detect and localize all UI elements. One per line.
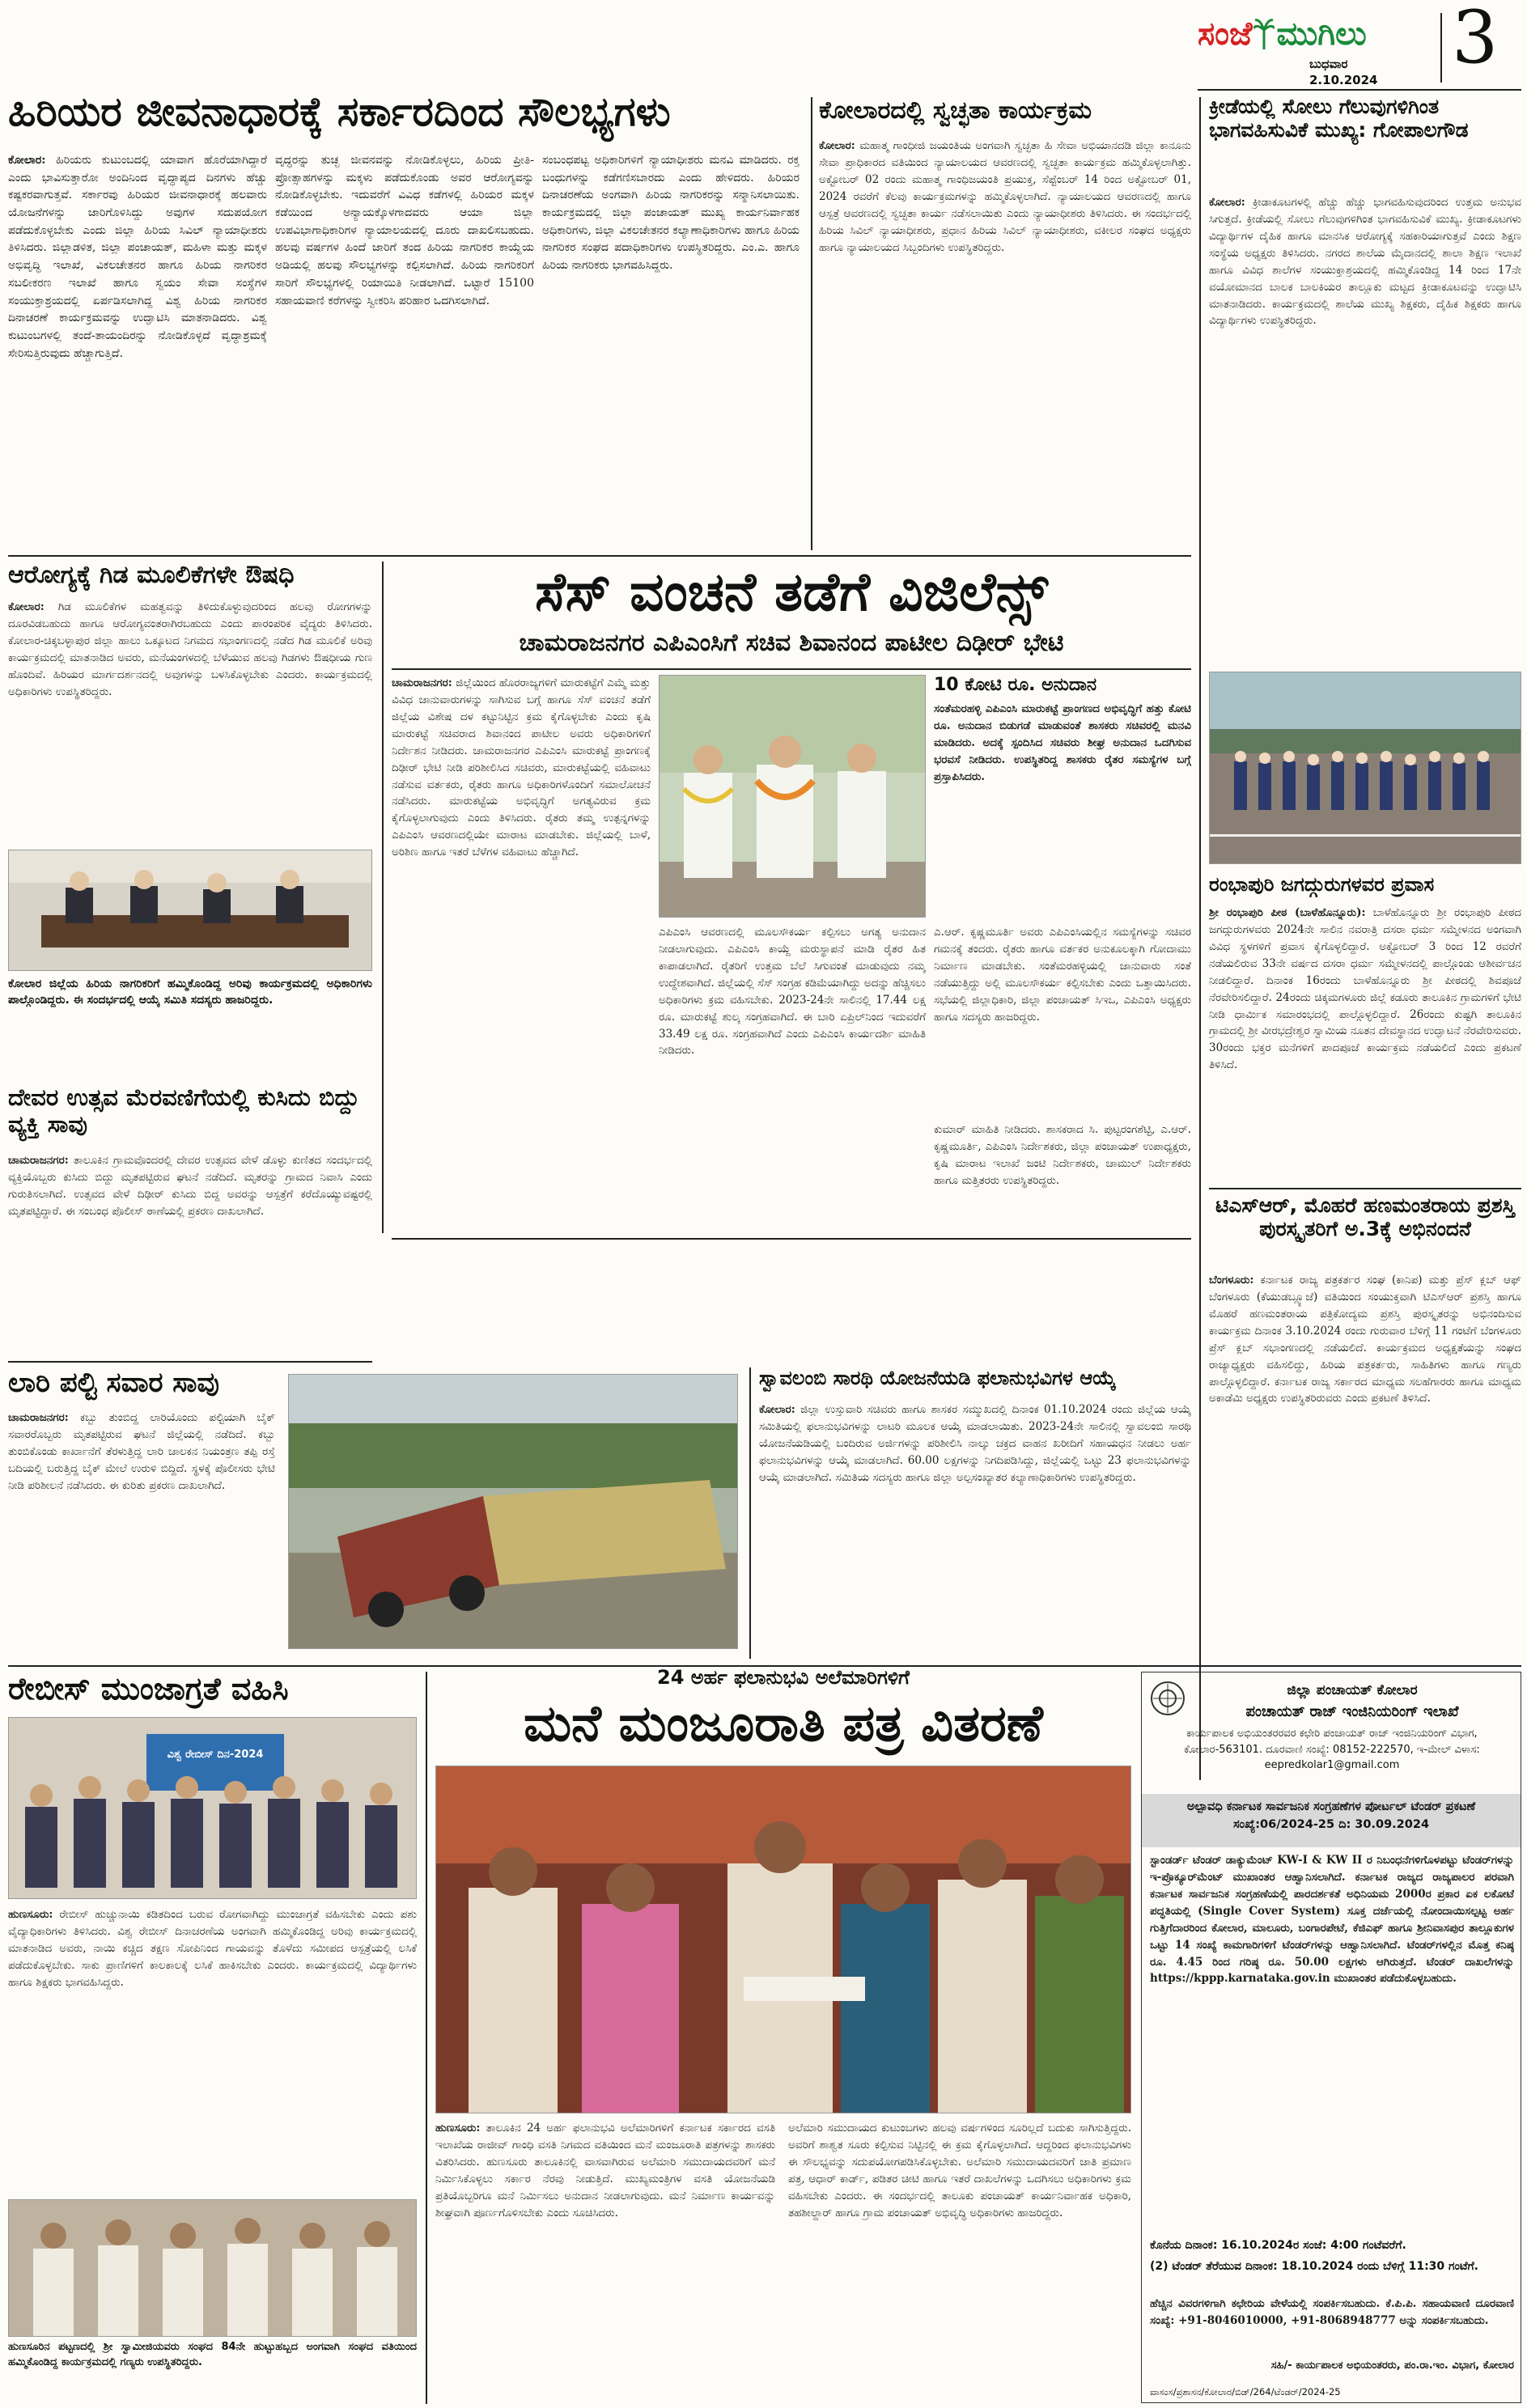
rabies-photo-2 — [8, 2199, 417, 2337]
masthead-logo — [1198, 11, 1440, 57]
article-housing-dateline: ಹುಣಸೂರು: — [435, 2122, 481, 2135]
article-lorry-headline: ಲಾರಿ ಪಲ್ಟಿ ಸವಾರ ಸಾವು — [8, 1367, 220, 1399]
tender-footer-body: ಹೆಚ್ಚಿನ ವಿವರಗಳಿಗಾಗಿ ಕಛೇರಿಯ ವೇಳೆಯಲ್ಲಿ ಸಂಪರ್ಕಿಸಬಹುದು. ಕೆ.ಪಿ.ಪಿ. ಸಹಾಯವಾಣಿ ದೂರವಾಣಿ ಸಂಖ್ಯೆ: +91-8046010000, +91-8068948777 ಅನ್ನು ಸಂಪರ್ಕಿಸಬಹುದು. — [1150, 2297, 1514, 2327]
article-vigilance-col1 — [392, 675, 651, 1230]
sports-photo — [1209, 672, 1521, 864]
palm-icon — [1253, 16, 1275, 49]
article-cleanliness-body — [819, 138, 1191, 549]
article-main-headline: ಹಿರಿಯರ ಜೀವನಾಧಾರಕ್ಕೆ ಸರ್ಕಾರದಿಂದ ಸೌಲಭ್ಯಗಳು — [8, 89, 671, 135]
tender-date-line1: ಕೊನೆಯ ದಿನಾಂಕ: 16.10.2024ರ ಸಂಜೆ: 4:00 ಗಂಟೆವರೆಗೆ. — [1150, 2239, 1406, 2252]
article-cleanliness-text: ಮಹಾತ್ಮ ಗಾಂಧೀಜಿ ಜಯಂತಿಯ ಅಂಗವಾಗಿ ಸ್ವಚ್ಛತಾ ಹಿ ಸೇವಾ ಅಭಿಯಾನದಡಿ ಜಿಲ್ಲಾ ಕಾನೂನು ಸೇವಾ ಪ್ರಾಧಿಕಾರದ ವತಿಯಿಂದ ನ್ಯಾಯಾಲಯದ ಆವರಣದಲ್ಲಿ ಸ್ವಚ್ಛತಾ ಕಾರ್ಯಕ್ರಮ ಹಮ್ಮಿಕೊಳ್ಳಲಾಗಿತ್ತು. ಅಕ್ಟೋಬರ್ 02 ರಂದು ಮಹಾತ್ಮ ಗಾಂಧಿಜಯಂತಿ ಪ್ರಯುಕ್ತ, ಸೆಪ್ಟೆಂಬರ್ 14 ರಿಂದ ಅಕ್ಟೋಬರ್ 01, 2024 ರವರೆಗೆ ಕೆಲವು ಕಾರ್ಯಕ್ರಮಗಳನ್ನು ಹಮ್ಮಿಕೊಳ್ಳಲಾಗಿದೆ. ನ್ಯಾಯಾಲಯದ ಆವರಣದಲ್ಲಿ ಹಾಗೂ ಆಸ್ಪತ್ರೆ ಆವರಣದಲ್ಲಿ ಸ್ವಚ್ಛತಾ ಕಾರ್ಯ ನಡೆಸಲಾಯಿತು ಎಂದು ನ್ಯಾಯಾಧೀಶರು ತಿಳಿಸಿದರು. ಈ ಸಂದರ್ಭದಲ್ಲಿ ಹಿರಿಯ ಸಿವಿಲ್ ನ್ಯಾಯಾಧೀಶರು, ಪ್ರಧಾನ ಹಿರಿಯ ಸಿವಿಲ್ ನ್ಯಾಯಾಧೀಶರು, ವಕೀಲರ ಸಂಘದ ಅಧ್ಯಕ್ಷರು ಹಾಗೂ ನ್ಯಾಯಾಲಯದ ಸಿಬ್ಬಂದಿಗಳು ಉಪಸ್ಥಿತರಿದ್ದರು. — [819, 139, 1191, 254]
lorry-photo — [288, 1374, 738, 1649]
tender-title-bar: ಅಲ್ಪಾವಧಿ ಕರ್ನಾಟಕ ಸಾರ್ವಜನಿಕ ಸಂಗ್ರಹಣೆಗಳ ಪೋರ್ಟಲ್ ಟೆಂಡರ್ ಪ್ರಕಟಣೆ ಸಂಖ್ಯೆ:06/2024-25 ದಿ: 30.09.2024 — [1142, 1794, 1521, 1847]
article-housing-text1: ತಾಲೂಕಿನ 24 ಅರ್ಹ ಫಲಾನುಭವಿ ಅಲೆಮಾರಿಗಳಿಗೆ ಕರ್ನಾಟಕ ಸರ್ಕಾರದ ವಸತಿ ಇಲಾಖೆಯ ರಾಜೀವ್ ಗಾಂಧಿ ವಸತಿ ನಿಗಮದ ವತಿಯಿಂದ ಮನೆ ಮಂಜೂರಾತಿ ಪತ್ರಗಳನ್ನು ಶಾಸಕರು ವಿತರಿಸಿದರು. ಹುಣಸೂರು ತಾಲೂಕಿನಲ್ಲಿ ವಾಸವಾಗಿರುವ ಅಲೆಮಾರಿ ಸಮುದಾಯದವರಿಗೆ ಮನೆ ನಿರ್ಮಿಸಿಕೊಳ್ಳಲು ಸರ್ಕಾರ ನೆರವು ನೀಡುತ್ತಿದೆ. ಮುಖ್ಯಮಂತ್ರಿಗಳ ವಸತಿ ಯೋಜನೆಯಡಿ ಪ್ರತಿಯೊಬ್ಬರಿಗೂ ಮನೆ ನಿರ್ಮಿಸಲು ಅನುದಾನ ನೀಡಲಾಗುವುದು. ಮನೆ ನಿರ್ಮಾಣ ಕಾರ್ಯವನ್ನು ಶೀಘ್ರವಾಗಿ ಪೂರ್ಣಗೊಳಿಸಬೇಕು ಎಂದು ಸೂಚಿಸಿದರು. — [435, 2122, 775, 2219]
article-main — [8, 89, 801, 542]
article-housing-headline: ಮನೆ ಮಂಜೂರಾತಿ ಪತ್ರ ವಿತರಣೆ — [524, 1694, 1043, 1753]
article-housing-kicker: 24 ಅರ್ಹ ಫಲಾನುಭವಿ ಅಲೆಮಾರಿಗಳಿಗೆ — [657, 1667, 910, 1689]
article-main-col3: ಸಂಬಂಧಪಟ್ಟ ಅಧಿಕಾರಿಗಳಿಗೆ ನ್ಯಾಯಾಧೀಶರು ಮನವಿ ಮಾಡಿದರು. ರಕ್ತ ಬಂಧುಗಳನ್ನು ಕಡೆಗಣಿಸಬಾರದು ಎಂದು ಹೇಳಿದರು. ಹಿರಿಯರ ದಿನಾಚರಣೆಯ ಅಂಗವಾಗಿ ಹಿರಿಯ ನಾಗರಿಕರನ್ನು ಸನ್ಮಾನಿಸಲಾಯಿತು. ಕಾರ್ಯಕ್ರಮದಲ್ಲಿ ಜಿಲ್ಲಾ ಪಂಚಾಯತ್ ಮುಖ್ಯ ಕಾರ್ಯನಿರ್ವಾಹಕ ಅಧಿಕಾರಿಗಳು, ಜಿಲ್ಲಾ ವಿಕಲಚೇತನರ ಕಲ್ಯಾಣಾಧಿಕಾರಿಗಳು ಹಾಗೂ ಹಿರಿಯ ನಾಗರಿಕರ ಸಂಘದ ಪದಾಧಿಕಾರಿಗಳು ಉಪಸ್ಥಿತರಿದ್ದರು. ಎಂ.ಎ. ಹಾಗೂ ಹಿರಿಯ ನಾಗರಿಕರು ಭಾಗವಹಿಸಿದ್ದರು. — [542, 154, 800, 273]
logo-part1: ಸಂಜೆ — [1198, 15, 1253, 53]
masthead-date: 2.10.2024 — [1309, 73, 1378, 87]
emblem-icon — [1150, 1681, 1186, 1716]
rabies-banner: ವಿಶ್ವ ರೇಬೀಸ್ ದಿನ-2024 — [167, 1749, 264, 1761]
article-health-text: ಗಿಡ ಮೂಲಿಕೆಗಳ ಮಹತ್ವವನ್ನು ತಿಳಿದುಕೊಳ್ಳುವುದರಿಂದ ಹಲವು ರೋಗಗಳನ್ನು ದೂರವಿಡಬಹುದು ಹಾಗೂ ಆರೋಗ್ಯವಂತರಾಗಿರಬಹುದು ಎಂದು ಪಾರಂಪರಿಕ ವೈದ್ಯರು ತಿಳಿಸಿದರು. ಕೋಲಾರ-ಚಿಕ್ಕಬಳ್ಳಾಪುರ ಜಿಲ್ಲಾ ಹಾಲು ಒಕ್ಕೂಟದ ನಿಗಮದ ಸಭಾಂಗಣದಲ್ಲಿ ನಡೆದ ಗಿಡ ಮೂಲಿಕೆ ಅರಿವು ಕಾರ್ಯಕ್ರಮದಲ್ಲಿ ಮಾತನಾಡಿದ ಅವರು, ಮನೆಯಂಗಳದಲ್ಲಿ ಬೆಳೆಯುವ ಹಲವು ಗಿಡಗಳು ಔಷಧೀಯ ಗುಣ ಹೊಂದಿವೆ. ಹಿರಿಯರ ಮಾರ್ಗದರ್ಶನದಲ್ಲಿ ಅವುಗಳನ್ನು ಬಳಸಿಕೊಳ್ಳಬೇಕು ಎಂದರು. ಕಾರ್ಯಕ್ರಮದಲ್ಲಿ ಅಧಿಕಾರಿಗಳು ಉಪಸ್ಥಿತರಿದ್ದರು. — [8, 600, 372, 698]
article-main-col1 — [8, 152, 267, 541]
article-health-body — [8, 599, 372, 842]
article-procession-text: ತಾಲೂಕಿನ ಗ್ರಾಮವೊಂದರಲ್ಲಿ ದೇವರ ಉತ್ಸವದ ವೇಳೆ ಡೊಳ್ಳು ಕುಣಿತದ ಸಂದರ್ಭದಲ್ಲಿ ವ್ಯಕ್ತಿಯೊಬ್ಬರು ಕುಸಿದು ಬಿದ್ದು ಮೃತಪಟ್ಟಿರುವ ಘಟನೆ ನಡೆದಿದೆ. ಮೃತರನ್ನು ಗ್ರಾಮದ ನಿವಾಸಿ ಎಂದು ಗುರುತಿಸಲಾಗಿದೆ. ಉತ್ಸವದ ವೇಳೆ ದಿಢೀರ್ ಕುಸಿದು ಬಿದ್ದ ಅವರನ್ನು ಆಸ್ಪತ್ರೆಗೆ ಕರೆದೊಯ್ಯುವಷ್ಟರಲ್ಲಿ ಮೃತಪಟ್ಟಿದ್ದಾರೆ. ಈ ಸಂಬಂಧ ಪೊಲೀಸ್ ಠಾಣೆಯಲ್ಲಿ ಪ್ರಕರಣ ದಾಖಲಾಗಿದೆ. — [8, 1154, 372, 1218]
article-swamiji-dateline: ಶ್ರೀ ರಂಭಾಪುರಿ ಪೀಠ (ಬಾಳೆಹೊನ್ನೂರು): — [1209, 906, 1366, 919]
article-lorry — [8, 1367, 741, 1659]
tender-date-line2: (2) ಟೆಂಡರ್ ತೆರೆಯುವ ದಿನಾಂಕ: 18.10.2024 ರಂದು ಬೆಳಿಗ್ಗೆ 11:30 ಗಂಟೆಗೆ. — [1150, 2260, 1479, 2273]
article-award-dateline: ಬೆಂಗಳೂರು: — [1209, 1274, 1254, 1287]
health-photo-caption: ಕೋಲಾರ ಜಿಲ್ಲೆಯ ಹಿರಿಯ ನಾಗರಿಕರಿಗೆ ಹಮ್ಮಿಕೊಂಡಿದ್ದ ಅರಿವು ಕಾರ್ಯಕ್ರಮದಲ್ಲಿ ಅಧಿಕಾರಿಗಳು ಪಾಲ್ಗೊಂಡಿದ್ದರು. ಈ ಸಂದರ್ಭದಲ್ಲಿ ಆಯ್ಕೆ ಸಮಿತಿ ಸದಸ್ಯರು ಹಾಜರಿದ್ದರು. — [8, 977, 372, 1007]
housing-photo — [435, 1766, 1131, 2113]
article-housing — [435, 1667, 1131, 2403]
article-award-text: ಕರ್ನಾಟಕ ರಾಜ್ಯ ಪತ್ರಕರ್ತರ ಸಂಘ (ಕಾನಿಪ) ಮತ್ತು ಪ್ರೆಸ್ ಕ್ಲಬ್ ಆಫ್ ಬೆಂಗಳೂರು (ಕೆಯುಡಬ್ಲ್ಯೂಜೆ) ವತಿಯಿಂದ ಸಂಯುಕ್ತವಾಗಿ ಟಿಎಸ್‌ಆರ್ ಪ್ರಶಸ್ತಿ ಹಾಗೂ ಮೊಹರೆ ಹಣಮಂತರಾಯ ಪತ್ರಿಕೋದ್ಯಮ ಪ್ರಶಸ್ತಿ ಪುರಸ್ಕೃತರನ್ನು ಅಭಿನಂದಿಸುವ ಕಾರ್ಯಕ್ರಮ ದಿನಾಂಕ 3.10.2024 ರಂದು ಗುರುವಾರ ಬೆಳಿಗ್ಗೆ 11 ಗಂಟೆಗೆ ಬೆಂಗಳೂರು ಪ್ರೆಸ್ ಕ್ಲಬ್ ಸಭಾಂಗಣದಲ್ಲಿ ನಡೆಯಲಿದೆ. ಕಾರ್ಯಕ್ರಮದ ಅಧ್ಯಕ್ಷತೆಯನ್ನು ಸಂಘದ ರಾಜ್ಯಾಧ್ಯಕ್ಷರು ವಹಿಸಲಿದ್ದು, ಹಿರಿಯ ಪತ್ರಕರ್ತರು, ಸಾಹಿತಿಗಳು ಹಾಗೂ ಗಣ್ಯರು ಪಾಲ್ಗೊಳ್ಳಲಿದ್ದಾರೆ. ಕರ್ನಾಟಕ ರಾಜ್ಯ ಸರ್ಕಾರದ ಮಾಧ್ಯಮ ಸಲಹೆಗಾರರು ಹಾಗೂ ಮಾಧ್ಯಮ ಅಕಾಡೆಮಿ ಅಧ್ಯಕ್ಷರು ಉಪಸ್ಥಿತರಿರುವರು ಎಂದು ಪ್ರಕಟಣೆ ತಿಳಿಸಿದೆ. — [1209, 1274, 1521, 1405]
article-cleanliness-dateline: ಕೋಲಾರ: — [819, 139, 855, 152]
article-swavalambi-body — [759, 1401, 1191, 1657]
tender-dept2: ಪಂಚಾಯತ್ ರಾಜ್ ಇಂಜಿನಿಯರಿಂಗ್ ಇಲಾಖೆ — [1245, 1703, 1459, 1720]
article-swavalambi — [759, 1367, 1191, 1659]
vigilance-photo — [659, 675, 926, 918]
article-cleanliness-headline: ಕೋಲಾರದಲ್ಲಿ ಸ್ವಚ್ಛತಾ ಕಾರ್ಯಕ್ರಮ — [819, 97, 1092, 125]
article-lorry-dateline: ಚಾಮರಾಜನಗರ: — [8, 1411, 69, 1424]
article-vigilance-col4: ಕುಮಾರ್ ಮಾಹಿತಿ ನೀಡಿದರು. ಶಾಸಕರಾದ ಸಿ. ಪುಟ್ಟರಂಗಶೆಟ್ಟಿ, ಎ.ಆರ್. ಕೃಷ್ಣಮೂರ್ತಿ, ಎಪಿಎಂಸಿ ನಿರ್ದೇಶಕರು, ಜಿಲ್ಲಾ ಪಂಚಾಯತ್ ಉಪಾಧ್ಯಕ್ಷರು, ಕೃಷಿ ಮಾರಾಟ ಇಲಾಖೆ ಜಂಟಿ ನಿರ್ದೇಶಕರು, ಚಾಮುಲ್ ನಿರ್ದೇಶಕರು ಹಾಗೂ ಮತ್ತಿತರರು ಉಪಸ್ಥಿತರಿದ್ದರು. — [934, 1123, 1191, 1187]
article-rabies — [8, 1672, 417, 2404]
article-health-dateline: ಕೋಲಾರ: — [8, 600, 45, 613]
article-swavalambi-headline: ಸ್ವಾವಲಂಬಿ ಸಾರಥಿ ಯೋಜನೆಯಡಿ ಫಲಾನುಭವಿಗಳ ಆಯ್ಕೆ — [759, 1367, 1117, 1389]
article-swamiji-headline: ರಂಭಾಪುರಿ ಜಗದ್ಗುರುಗಳವರ ಪ್ರವಾಸ — [1209, 874, 1435, 896]
tender-notice — [1141, 1672, 1521, 2403]
article-sports-headline: ಕ್ರೀಡೆಯಲ್ಲಿ ಸೋಲು ಗೆಲುವುಗಳಿಗಿಂತ ಭಾಗವಹಿಸುವಿಕೆ ಮುಖ್ಯ: ಗೋಪಾಲಗೌಡ — [1209, 95, 1469, 142]
article-cleanliness — [819, 97, 1191, 550]
tender-ref: ವಾಸಂಸ/ಪ್ರಶಾಸನ/ಕೋಲಾರ/ಬಿಡ್/264/ಟೆಂಡರ್/2024-25 — [1150, 2386, 1341, 2397]
masthead-day: ಬುಧವಾರ — [1309, 57, 1348, 71]
rabies-photo — [8, 1717, 417, 1899]
article-procession-headline: ದೇವರ ಉತ್ಸವ ಮೆರವಣಿಗೆಯಲ್ಲಿ ಕುಸಿದು ಬಿದ್ದು ವ್ಯಕ್ತಿ ಸಾವು — [8, 1084, 360, 1138]
article-lorry-body — [8, 1410, 275, 1657]
article-procession — [8, 1084, 372, 1351]
article-sports-dateline: ಕೋಲಾರ: — [1209, 196, 1245, 209]
article-vigilance-headline: ಸೆಸ್ ವಂಚನೆ ತಡೆಗೆ ವಿಜಿಲೆನ್ಸ್ — [535, 562, 1048, 623]
article-vigilance-col2: ಎಪಿಎಂಸಿ ಆವರಣದಲ್ಲಿ ಮೂಲಸೌಕರ್ಯ ಕಲ್ಪಿಸಲು ಅಗತ್ಯ ಅನುದಾನ ನೀಡಲಾಗುವುದು. ಎಪಿಎಂಸಿ ಕಾಯ್ದೆ ಮರುಸ್ಥಾಪನೆ ಮಾಡಿ ರೈತರ ಹಿತ ಕಾಪಾಡಲಾಗಿದೆ. ರೈತರಿಗೆ ಉತ್ತಮ ಬೆಲೆ ಸಿಗುವಂತೆ ಮಾಡುವುದು ನಮ್ಮ ಉದ್ದೇಶವಾಗಿದೆ. ಜಿಲ್ಲೆಯಲ್ಲಿ ಸೆಸ್ ಸಂಗ್ರಹ ಕಡಿಮೆಯಾಗಿದ್ದು ಅದನ್ನು ಹೆಚ್ಚಿಸಲು ಅಧಿಕಾರಿಗಳು ಕ್ರಮ ವಹಿಸಬೇಕು. 2023-24ನೇ ಸಾಲಿನಲ್ಲಿ 17.44 ಲಕ್ಷ ರೂ. ಮಾರುಕಟ್ಟೆ ಶುಲ್ಕ ಸಂಗ್ರಹವಾಗಿದೆ. ಈ ಬಾರಿ ಏಪ್ರಿಲ್‌ನಿಂದ ಇದುವರೆಗೆ 33.49 ಲಕ್ಷ ರೂ. ಸಂಗ್ರಹವಾಗಿದೆ ಎಂದು ಎಪಿಎಂಸಿ ಕಾರ್ಯದರ್ಶಿ ಮಾಹಿತಿ ನೀಡಿದರು. — [659, 926, 926, 1058]
article-vigilance-col3: ಎ.ಆರ್. ಕೃಷ್ಣಮೂರ್ತಿ ಅವರು ಎಪಿಎಂಸಿಯಲ್ಲಿನ ಸಮಸ್ಯೆಗಳನ್ನು ಸಚಿವರ ಗಮನಕ್ಕೆ ತಂದರು. ರೈತರು ಹಾಗೂ ವರ್ತಕರ ಅನುಕೂಲಕ್ಕಾಗಿ ಗೋದಾಮು ನಿರ್ಮಾಣ ಮಾಡಬೇಕು. ಸಂತೆಮರಹಳ್ಳಿಯಲ್ಲಿ ಜಾನುವಾರು ಸಂತೆ ನಡೆಯುತ್ತಿದ್ದು ಅಲ್ಲಿ ಮೂಲಸೌಕರ್ಯ ಕಲ್ಪಿಸಬೇಕು ಎಂದು ಒತ್ತಾಯಿಸಿದರು. ಸಭೆಯಲ್ಲಿ ಜಿಲ್ಲಾಧಿಕಾರಿ, ಜಿಲ್ಲಾ ಪಂಚಾಯತ್ ಸಿಇಒ, ಎಪಿಎಂಸಿ ಅಧ್ಯಕ್ಷರು ಹಾಗೂ ಸದಸ್ಯರು ಹಾಜರಿದ್ದರು. — [934, 926, 1191, 1024]
article-rabies-dateline: ಹುಣಸೂರು: — [8, 1908, 53, 1921]
article-main-text1: ಹಿರಿಯರು ಕುಟುಂಬದಲ್ಲಿ ಯಾವಾಗ ಹೊರೆಯಾಗಿದ್ದಾರೆ ಎಂದು ಭಾವಿಸುತ್ತಾರೋ ಅಂದಿನಿಂದ ವೃದ್ಧಾಪ್ಯದ ದಿನಗಳು ಹೆಚ್ಚು ಕಷ್ಟಕರವಾಗುತ್ತವೆ. ಸರ್ಕಾರವು ಹಿರಿಯರ ಜೀವನಾಧಾರಕ್ಕೆ ಹಲವಾರು ಯೋಜನೆಗಳನ್ನು ಜಾರಿಗೊಳಿಸಿದ್ದು ಅವುಗಳ ಸದುಪಯೋಗ ಪಡೆದುಕೊಳ್ಳಬೇಕು ಎಂದು ಜಿಲ್ಲಾ ಹಿರಿಯ ಸಿವಿಲ್ ನ್ಯಾಯಾಧೀಶರು ತಿಳಿಸಿದರು. ಜಿಲ್ಲಾಡಳಿತ, ಜಿಲ್ಲಾ ಪಂಚಾಯತ್, ಮಹಿಳಾ ಮತ್ತು ಮಕ್ಕಳ ಅಭಿವೃದ್ಧಿ ಇಲಾಖೆ, ವಿಕಲಚೇತನರ ಹಾಗೂ ಹಿರಿಯ ನಾಗರಿಕರ ಸಬಲೀಕರಣ ಇಲಾಖೆ ಹಾಗೂ ಸ್ವಯಂ ಸೇವಾ ಸಂಸ್ಥೆಗಳ ಸಂಯುಕ್ತಾಶ್ರಯದಲ್ಲಿ ಏರ್ಪಡಿಸಲಾಗಿದ್ದ ವಿಶ್ವ ಹಿರಿಯ ನಾಗರಿಕರ ದಿನಾಚರಣೆ ಕಾರ್ಯಕ್ರಮವನ್ನು ಉದ್ಘಾಟಿಸಿ ಮಾತನಾಡಿದರು. ವಿಶ್ವ ಕುಟುಂಬಗಳಲ್ಲಿ ತಂದೆ-ತಾಯಂದಿರನ್ನು ನೋಡಿಕೊಳ್ಳದೆ ವೃದ್ಧಾಶ್ರಮಕ್ಕೆ ಸೇರಿಸುತ್ತಿರುವುದು ಹೆಚ್ಚಾಗುತ್ತಿದೆ. — [8, 154, 267, 360]
tender-signature: ಸಹಿ/- ಕಾರ್ಯಪಾಲಕ ಅಭಿಯಂತರರು, ಪಂ.ರಾ.ಇಂ. ವಿಭಾಗ, ಕೋಲಾರ — [1270, 2359, 1514, 2372]
vigilance-subsection — [934, 675, 1191, 918]
article-procession-body — [8, 1152, 372, 1350]
article-housing-col2: ಅಲೆಮಾರಿ ಸಮುದಾಯದ ಕುಟುಂಬಗಳು ಹಲವು ವರ್ಷಗಳಿಂದ ಸೂರಿಲ್ಲದೆ ಬದುಕು ಸಾಗಿಸುತ್ತಿದ್ದರು. ಅವರಿಗೆ ಶಾಶ್ವತ ಸೂರು ಕಲ್ಪಿಸುವ ನಿಟ್ಟಿನಲ್ಲಿ ಈ ಕ್ರಮ ಕೈಗೊಳ್ಳಲಾಗಿದೆ. ಆದ್ದರಿಂದ ಫಲಾನುಭವಿಗಳು ಈ ಸೌಲಭ್ಯವನ್ನು ಸದುಪಯೋಗಪಡಿಸಿಕೊಳ್ಳಬೇಕು. ಅಲೆಮಾರಿ ಸಮುದಾಯದವರಿಗೆ ಜಾತಿ ಪ್ರಮಾಣ ಪತ್ರ, ಆಧಾರ್ ಕಾರ್ಡ್, ಪಡಿತರ ಚೀಟಿ ಹಾಗೂ ಇತರೆ ದಾಖಲೆಗಳನ್ನು ಒದಗಿಸಲು ಅಧಿಕಾರಿಗಳು ಕ್ರಮ ವಹಿಸಬೇಕು ಎಂದರು. ಈ ಸಂದರ್ಭದಲ್ಲಿ ತಾಲೂಕು ಪಂಚಾಯತ್ ಕಾರ್ಯನಿರ್ವಾಹಕ ಅಧಿಕಾರಿ, ತಹಶೀಲ್ದಾರ್ ಹಾಗೂ ಗ್ರಾಮ ಪಂಚಾಯತ್ ಅಭಿವೃದ್ಧಿ ಅಧಿಕಾರಿಗಳು ಹಾಜರಿದ್ದರು. — [788, 2122, 1131, 2219]
article-vigilance-text1: ಜಿಲ್ಲೆಯಿಂದ ಹೊರರಾಜ್ಯಗಳಿಗೆ ಮಾರುಕಟ್ಟೆಗೆ ಎಮ್ಮೆ ಮತ್ತು ವಿವಿಧ ಜಾನುವಾರುಗಳನ್ನು ಸಾಗಿಸುವ ಬಗ್ಗೆ ಹಾಗೂ ಸೆಸ್ ವಂಚನೆ ತಡೆಗೆ ಜಿಲ್ಲೆಯ ವಿಶೇಷ ದಳ ಕಟ್ಟುನಿಟ್ಟಿನ ಕ್ರಮ ಕೈಗೊಳ್ಳಬೇಕು ಎಂದು ಕೃಷಿ ಮಾರುಕಟ್ಟೆ ಸಚಿವರಾದ ಶಿವಾನಂದ ಪಾಟೀಲ ಅವರು ಅಧಿಕಾರಿಗಳಿಗೆ ನಿರ್ದೇಶನ ನೀಡಿದರು. ಚಾಮರಾಜನಗರ ಎಪಿಎಂಸಿ ಮಾರುಕಟ್ಟೆ ಪ್ರಾಂಗಣಕ್ಕೆ ದಿಢೀರ್ ಭೇಟಿ ನೀಡಿ ಪರಿಶೀಲಿಸಿದ ಸಚಿವರು, ಮಾರುಕಟ್ಟೆಯಲ್ಲಿ ವಹಿವಾಟು ನಡೆಸುವ ವರ್ತಕರು, ರೈತರು ಹಾಗೂ ಅಧಿಕಾರಿಗಳೊಂದಿಗೆ ಸಮಾಲೋಚನೆ ನಡೆಸಿದರು. ಮಾರುಕಟ್ಟೆಯ ಅಭಿವೃದ್ಧಿಗೆ ಅಗತ್ಯವಿರುವ ಕ್ರಮ ಕೈಗೊಳ್ಳಲಾಗುವುದು ಎಂದು ತಿಳಿಸಿದರು. ರೈತರು ತಮ್ಮ ಉತ್ಪನ್ನಗಳನ್ನು ಎಪಿಎಂಸಿ ಆವರಣದಲ್ಲಿಯೇ ಮಾರಾಟ ಮಾಡಬೇಕು. ಜಿಲ್ಲೆಯಲ್ಲಿ ಬಾಳೆ, ಅರಿಶಿಣ ಹಾಗೂ ಇತರೆ ಬೆಳೆಗಳ ವಹಿವಾಟು ಹೆಚ್ಚಾಗಿದೆ. — [392, 676, 651, 859]
article-procession-dateline: ಚಾಮರಾಜನಗರ: — [8, 1154, 69, 1167]
article-rabies-text: ರೇಬೀಸ್ ಹುಚ್ಚುನಾಯಿ ಕಡಿತದಿಂದ ಬರುವ ರೋಗವಾಗಿದ್ದು ಮುಂಜಾಗ್ರತೆ ವಹಿಸಬೇಕು ಎಂದು ಪಶು ವೈದ್ಯಾಧಿಕಾರಿಗಳು ತಿಳಿಸಿದರು. ವಿಶ್ವ ರೇಬೀಸ್ ದಿನಾಚರಣೆಯ ಅಂಗವಾಗಿ ಹಮ್ಮಿಕೊಂಡಿದ್ದ ಅರಿವು ಕಾರ್ಯಕ್ರಮದಲ್ಲಿ ಮಾತನಾಡಿದ ಅವರು, ನಾಯಿ ಕಚ್ಚಿದ ತಕ್ಷಣ ಸೋಪಿನಿಂದ ಗಾಯವನ್ನು ತೊಳೆದು ಸಮೀಪದ ಆಸ್ಪತ್ರೆಯಲ್ಲಿ ಲಸಿಕೆ ಪಡೆದುಕೊಳ್ಳಬೇಕು. ಸಾಕು ಪ್ರಾಣಿಗಳಿಗೆ ಕಾಲಕಾಲಕ್ಕೆ ಲಸಿಕೆ ಹಾಕಿಸಬೇಕು ಎಂದರು. ಕಾರ್ಯಕ್ರಮದಲ್ಲಿ ವಿದ್ಯಾರ್ಥಿಗಳು ಹಾಗೂ ಶಿಕ್ಷಕರು ಭಾಗವಹಿಸಿದ್ದರು. — [8, 1908, 417, 1989]
article-swavalambi-text: ಜಿಲ್ಲಾ ಉಸ್ತುವಾರಿ ಸಚಿವರು ಹಾಗೂ ಶಾಸಕರ ಸಮ್ಮುಖದಲ್ಲಿ ದಿನಾಂಕ 01.10.2024 ರಂದು ಜಿಲ್ಲೆಯ ಆಯ್ಕೆ ಸಮಿತಿಯಲ್ಲಿ ಫಲಾನುಭವಿಗಳನ್ನು ಲಾಟರಿ ಮೂಲಕ ಆಯ್ಕೆ ಮಾಡಲಾಯಿತು. 2023-24ನೇ ಸಾಲಿನಲ್ಲಿ ಸ್ವಾವಲಂಬಿ ಸಾರಥಿ ಯೋಜನೆಯಡಿಯಲ್ಲಿ ಬಂದಿರುವ ಅರ್ಜಿಗಳನ್ನು ಪರಿಶೀಲಿಸಿ ನಾಲ್ಕು ಚಕ್ರದ ವಾಹನ ಖರೀದಿಗೆ ಸಹಾಯಧನ ನೀಡಲು ಅರ್ಹ ಫಲಾನುಭವಿಗಳನ್ನು ಆಯ್ಕೆ ಮಾಡಲಾಗಿದೆ. 60.00 ಲಕ್ಷಗಳನ್ನು ನಿಗದಿಪಡಿಸಿದ್ದು, ಜಿಲ್ಲೆಯಲ್ಲಿ ಒಟ್ಟು 23 ಫಲಾನುಭವಿಗಳನ್ನು ಆಯ್ಕೆ ಮಾಡಲಾಗಿದೆ. ಸಮಿತಿಯ ಸದಸ್ಯರು ಹಾಗೂ ಜಿಲ್ಲಾ ಅಲ್ಪಸಂಖ್ಯಾತರ ಕಲ್ಯಾಣಾಧಿಕಾರಿಗಳು ಉಪಸ್ಥಿತರಿದ್ದರು. — [759, 1403, 1191, 1484]
article-vigilance-subheadline: ಚಾಮರಾಜನಗರ ಎಪಿಎಂಸಿಗೆ ಸಚಿವ ಶಿವಾನಂದ ಪಾಟೀಲ ದಿಢೀರ್ ಭೇಟಿ — [519, 629, 1064, 657]
health-photo — [8, 850, 372, 971]
article-vigilance — [392, 562, 1191, 1233]
article-vigilance-dateline: ಚಾಮರಾಜನಗರ: — [392, 676, 452, 689]
masthead-divider — [1440, 13, 1442, 83]
article-rabies-body — [8, 1906, 417, 2194]
rabies-photo-caption: ಹುಣಸೂರಿನ ಪಟ್ಟಣದಲ್ಲಿ ಶ್ರೀ ಸ್ವಾಮೀಜಿಯವರು ಸಂಘದ 84ನೇ ಹುಟ್ಟುಹಬ್ಬದ ಅಂಗವಾಗಿ ಸಂಘದ ವತಿಯಿಂದ ಹಮ್ಮಿಕೊಂಡಿದ್ದ ಕಾರ್ಯಕ್ರಮದಲ್ಲಿ ಗಣ್ಯರು ಉಪಸ್ಥಿತರಿದ್ದರು. — [8, 2341, 417, 2368]
article-health-headline: ಆರೋಗ್ಯಕ್ಕೆ ಗಿಡ ಮೂಲಿಕೆಗಳೇ ಔಷಧಿ — [8, 562, 295, 589]
vigilance-subsection-heading: 10 ಕೋಟಿ ರೂ. ಅನುದಾನ — [934, 675, 1097, 695]
article-swavalambi-dateline: ಕೋಲಾರ: — [759, 1403, 795, 1416]
article-swamiji-text: ಬಾಳೆಹೊನ್ನೂರು ಶ್ರೀ ರಂಭಾಪುರಿ ಪೀಠದ ಜಗದ್ಗುರುಗಳವರು 2024ನೇ ಸಾಲಿನ ನವರಾತ್ರಿ ದಸರಾ ಧರ್ಮ ಸಮ್ಮೇಳನದ ಅಂಗವಾಗಿ ವಿವಿಧ ಸ್ಥಳಗಳಿಗೆ ಪ್ರವಾಸ ಕೈಗೊಳ್ಳಲಿದ್ದಾರೆ. ಅಕ್ಟೋಬರ್ 3 ರಿಂದ 12 ರವರೆಗೆ ನಡೆಯಲಿರುವ 33ನೇ ವರ್ಷದ ದಸರಾ ಧರ್ಮ ಸಮ್ಮೇಳನದಲ್ಲಿ ಪಾಲ್ಗೊಂಡು ಆಶೀರ್ವಚನ ನೀಡಲಿದ್ದಾರೆ. ದಿನಾಂಕ 16ರಂದು ಬಾಳೆಹೊನ್ನೂರು ಶ್ರೀ ಪೀಠದಲ್ಲಿ ಶಿವಪೂಜೆ ನೆರವೇರಿಸಲಿದ್ದಾರೆ. 24ರಂದು ಚಿಕ್ಕಮಗಳೂರು ಜಿಲ್ಲೆ ಕಡೂರು ತಾಲೂಕಿನ ಗ್ರಾಮಗಳಿಗೆ ಭೇಟಿ ನೀಡಿ ಧಾರ್ಮಿಕ ಸಮಾರಂಭದಲ್ಲಿ ಪಾಲ್ಗೊಳ್ಳಲಿದ್ದಾರೆ. 26ರಂದು ಕುಷ್ಟಗಿ ತಾಲೂಕಿನ ಗ್ರಾಮದಲ್ಲಿ ಶ್ರೀ ವೀರಭದ್ರೇಶ್ವರ ಸ್ವಾಮಿಯ ನೂತನ ದೇವಸ್ಥಾನದ ಉದ್ಘಾಟನೆ ನೆರವೇರಿಸುವರು. 30ರಂದು ಭಕ್ತರ ಮನೆಗಳಿಗೆ ಪಾದಪೂಜೆ ಕಾರ್ಯಕ್ರಮ ನಡೆಯಲಿದೆ ಎಂದು ಪ್ರಕಟಣೆ ತಿಳಿಸಿದೆ. — [1209, 906, 1521, 1072]
tender-office: ಕಾರ್ಯಪಾಲಕ ಅಭಿಯಂತರರವರ ಕಛೇರಿ ಪಂಚಾಯತ್ ರಾಜ್ ಇಂಜಿನಿಯರಿಂಗ್ ವಿಭಾಗ, ಕೋಲಾರ-563101. ದೂರವಾಣಿ ಸಂಖ್ಯೆ: 08152-222570, ಇ-ಮೇಲ್ ವಿಳಾಸ: eepredkolar1@gmail.com — [1184, 1728, 1480, 1771]
article-main-dateline: ಕೋಲಾರ: — [8, 154, 46, 167]
article-main-col2: ವೃದ್ಧರನ್ನು ತುಚ್ಛ ಜೀವನವನ್ನು ನೋಡಿಕೊಳ್ಳಲು, ಹಿರಿಯ ಪ್ರೀತಿ-ಪ್ರೋತ್ಸಾಹಗಳನ್ನು ಮಕ್ಕಳು ಪಡೆದುಕೊಂಡು ಅವರ ಆರೋಗ್ಯವನ್ನು ನೋಡಿಕೊಳ್ಳಬೇಕು. ಇದುವರೆಗೆ ವಿವಿಧ ಕಡೆಗಳಲ್ಲಿ ಹಿರಿಯರ ಮಕ್ಕಳ ಕಡೆಯಿಂದ ಅನ್ಯಾಯಕ್ಕೊಳಗಾದವರು ಆಯಾ ಜಿಲ್ಲಾ ಉಪವಿಭಾಗಾಧಿಕಾರಿಗಳ ನ್ಯಾಯಾಲಯದಲ್ಲಿ ದೂರು ದಾಖಲಿಸಬಹುದು. ಹಲವು ವರ್ಷಗಳ ಹಿಂದೆ ಜಾರಿಗೆ ತಂದ ಹಿರಿಯ ನಾಗರಿಕರ ಕಾಯ್ದೆಯ ಅಡಿಯಲ್ಲಿ ಹಲವು ಸೌಲಭ್ಯಗಳನ್ನು ಕಲ್ಪಿಸಲಾಗಿದೆ. ಹಿರಿಯ ನಾಗರಿಕರಿಗೆ ಸಾರಿಗೆ ಸೌಲಭ್ಯಗಳಲ್ಲಿ ರಿಯಾಯಿತಿ ನೀಡಲಾಗಿದೆ. ಒಟ್ಟಾರೆ 15100 ಸಹಾಯವಾಣಿ ಕರೆಗಳನ್ನು ಸ್ವೀಕರಿಸಿ ಪರಿಹಾರ ಒದಗಿಸಲಾಗಿದೆ. — [275, 154, 534, 307]
article-housing-col1 — [435, 2120, 775, 2400]
tender-body: ಸ್ಟಾಂಡರ್ಡ್ ಟೆಂಡರ್ ಡಾಕ್ಯುಮೆಂಟ್ KW-I & KW II ರ ನಿಬಂಧನೆಗಳಿಗೊಳಪಟ್ಟು ಟೆಂಡರ್‌ಗಳನ್ನು ಇ-ಪ್ರೊಕ್ಯೂರ್‌ಮೆಂಟ್ ಮುಖಾಂತರ ಆಹ್ವಾನಿಸಲಾಗಿದೆ. ಕರ್ನಾಟಕ ರಾಜ್ಯದ ರಾಜ್ಯಪಾಲರ ಪರವಾಗಿ ಕರ್ನಾಟಕ ಸಾರ್ವಜನಿಕ ಸಂಗ್ರಹಣೆಯಲ್ಲಿ ಪಾರದರ್ಶಕತೆ ಅಧಿನಿಯಮ 2000ರ ಪ್ರಕಾರ ಏಕ ಲಕೋಟೆ ಪದ್ಧತಿಯಲ್ಲಿ (Single Cover System) ಸೂಕ್ತ ದರ್ಜೆಯಲ್ಲಿ ನೋಂದಾಯಿಸಲ್ಪಟ್ಟ ಅರ್ಹ ಗುತ್ತಿಗೆದಾರರಿಂದ ಕೋಲಾರ, ಮಾಲೂರು, ಬಂಗಾರಪೇಟೆ, ಕೆಜಿಎಫ್ ಹಾಗೂ ಶ್ರೀನಿವಾಸಪುರ ತಾಲ್ಲೂಕುಗಳ ಒಟ್ಟು 14 ಸಂಖ್ಯೆ ಕಾಮಗಾರಿಗಳಿಗೆ ಟೆಂಡರ್‌ಗಳನ್ನು ಆಹ್ವಾನಿಸಲಾಗಿದೆ. ಟೆಂಡರ್‌ಗಳಲ್ಲಿನ ಮೊತ್ತ ಕನಿಷ್ಠ ರೂ. 4.45 ರಿಂದ ಗರಿಷ್ಠ ರೂ. 50.00 ಲಕ್ಷಗಳು ಆಗಿರುತ್ತದೆ. ಟೆಂಡರ್ ದಾಖಲೆಗಳನ್ನು https://kppp.karnataka.gov.in ಮುಖಾಂತರ ಪಡೆದುಕೊಳ್ಳಬಹುದು. — [1150, 1854, 1514, 1986]
masthead — [1198, 0, 1521, 87]
article-lorry-text: ಕಬ್ಬು ತುಂಬಿದ್ದ ಲಾರಿಯೊಂದು ಪಲ್ಟಿಯಾಗಿ ಬೈಕ್ ಸವಾರರೊಬ್ಬರು ಮೃತಪಟ್ಟಿರುವ ಘಟನೆ ಜಿಲ್ಲೆಯಲ್ಲಿ ನಡೆದಿದೆ. ಕಬ್ಬು ತುಂಬಿಕೊಂಡು ಕಾರ್ಖಾನೆಗೆ ತೆರಳುತ್ತಿದ್ದ ಲಾರಿ ಚಾಲಕನ ನಿಯಂತ್ರಣ ತಪ್ಪಿ ರಸ್ತೆ ಬದಿಯಲ್ಲಿ ಬರುತ್ತಿದ್ದ ಬೈಕ್ ಮೇಲೆ ಉರುಳಿ ಬಿದ್ದಿದೆ. ಸ್ಥಳಕ್ಕೆ ಪೊಲೀಸರು ಭೇಟಿ ನೀಡಿ ಪರಿಶೀಲನೆ ನಡೆಸಿದರು. ಈ ಕುರಿತು ಪ್ರಕರಣ ದಾಖಲಾಗಿದೆ. — [8, 1411, 275, 1492]
article-swamiji — [1209, 874, 1521, 1181]
vigilance-subsection-body: ಸಂತೆಮರಹಳ್ಳಿ ಎಪಿಎಂಸಿ ಮಾರುಕಟ್ಟೆ ಪ್ರಾಂಗಣದ ಅಭಿವೃದ್ಧಿಗೆ ಹತ್ತು ಕೋಟಿ ರೂ. ಅನುದಾನ ಬಿಡುಗಡೆ ಮಾಡುವಂತೆ ಶಾಸಕರು ಸಚಿವರಲ್ಲಿ ಮನವಿ ಮಾಡಿದರು. ಅದಕ್ಕೆ ಸ್ಪಂದಿಸಿದ ಸಚಿವರು ಶೀಘ್ರ ಅನುದಾನ ಒದಗಿಸುವ ಭರವಸೆ ನೀಡಿದರು. ಉಪಸ್ಥಿತರಿದ್ದ ಶಾಸಕರು ರೈತರ ಸಮಸ್ಯೆಗಳ ಬಗ್ಗೆ ಪ್ರಸ್ತಾಪಿಸಿದರು. — [934, 702, 1191, 783]
article-health — [8, 562, 372, 1079]
page-number: 3 — [1452, 0, 1499, 80]
article-award-headline: ಟಿಎಸ್‌ಆರ್, ಮೊಹರೆ ಹಣಮಂತರಾಯ ಪ್ರಶಸ್ತಿ ಪುರಸ್ಕೃತರಿಗೆ ಅ.3ಕ್ಕೆ ಅಭಿನಂದನೆ — [1215, 1194, 1515, 1240]
article-sports-body — [1209, 194, 1521, 663]
article-swamiji-body — [1209, 905, 1521, 1180]
article-rabies-headline: ರೇಬೀಸ್ ಮುಂಜಾಗ್ರತೆ ವಹಿಸಿ — [8, 1672, 289, 1706]
logo-part2: ಮುಗಿಲು — [1276, 15, 1367, 53]
article-sports-text: ಕ್ರೀಡಾಕೂಟಗಳಲ್ಲಿ ಹೆಚ್ಚು ಹೆಚ್ಚು ಭಾಗವಹಿಸುವುದರಿಂದ ಉತ್ತಮ ಅನುಭವ ಸಿಗುತ್ತದೆ. ಕ್ರೀಡೆಯಲ್ಲಿ ಸೋಲು ಗೆಲುವುಗಳಿಗಿಂತ ಭಾಗವಹಿಸುವಿಕೆ ಮುಖ್ಯ. ಕ್ರೀಡಾಕೂಟಗಳು ವಿದ್ಯಾರ್ಥಿಗಳ ದೈಹಿಕ ಹಾಗೂ ಮಾನಸಿಕ ಆರೋಗ್ಯಕ್ಕೆ ಸಹಕಾರಿಯಾಗುತ್ತವೆ ಎಂದು ಶಿಕ್ಷಣ ಸಂಸ್ಥೆಯ ಅಧ್ಯಕ್ಷರು ತಿಳಿಸಿದರು. ನಗರದ ಶಾಲೆಯ ಮೈದಾನದಲ್ಲಿ ಶಾಲಾ ಶಿಕ್ಷಣ ಇಲಾಖೆ ಹಾಗೂ ವಿವಿಧ ಶಾಲೆಗಳ ಸಂಯುಕ್ತಾಶ್ರಯದಲ್ಲಿ ಹಮ್ಮಿಕೊಂಡಿದ್ದ 14 ರಿಂದ 17ನೇ ವಯೋಮಾನದ ಬಾಲಕ ಬಾಲಕಿಯರ ತಾಲ್ಲೂಕು ಮಟ್ಟದ ಕ್ರೀಡಾಕೂಟವನ್ನು ಉದ್ಘಾಟಿಸಿ ಮಾತನಾಡಿದರು. ಕಾರ್ಯಕ್ರಮದಲ್ಲಿ ಶಾಲೆಯ ಮುಖ್ಯ ಶಿಕ್ಷಕರು, ದೈಹಿಕ ಶಿಕ್ಷಕರು ಹಾಗೂ ವಿದ್ಯಾರ್ಥಿಗಳು ಉಪಸ್ಥಿತರಿದ್ದರು. — [1209, 196, 1521, 328]
tender-dept1: ಜಿಲ್ಲಾ ಪಂಚಾಯತ್ ಕೋಲಾರ — [1287, 1682, 1418, 1698]
